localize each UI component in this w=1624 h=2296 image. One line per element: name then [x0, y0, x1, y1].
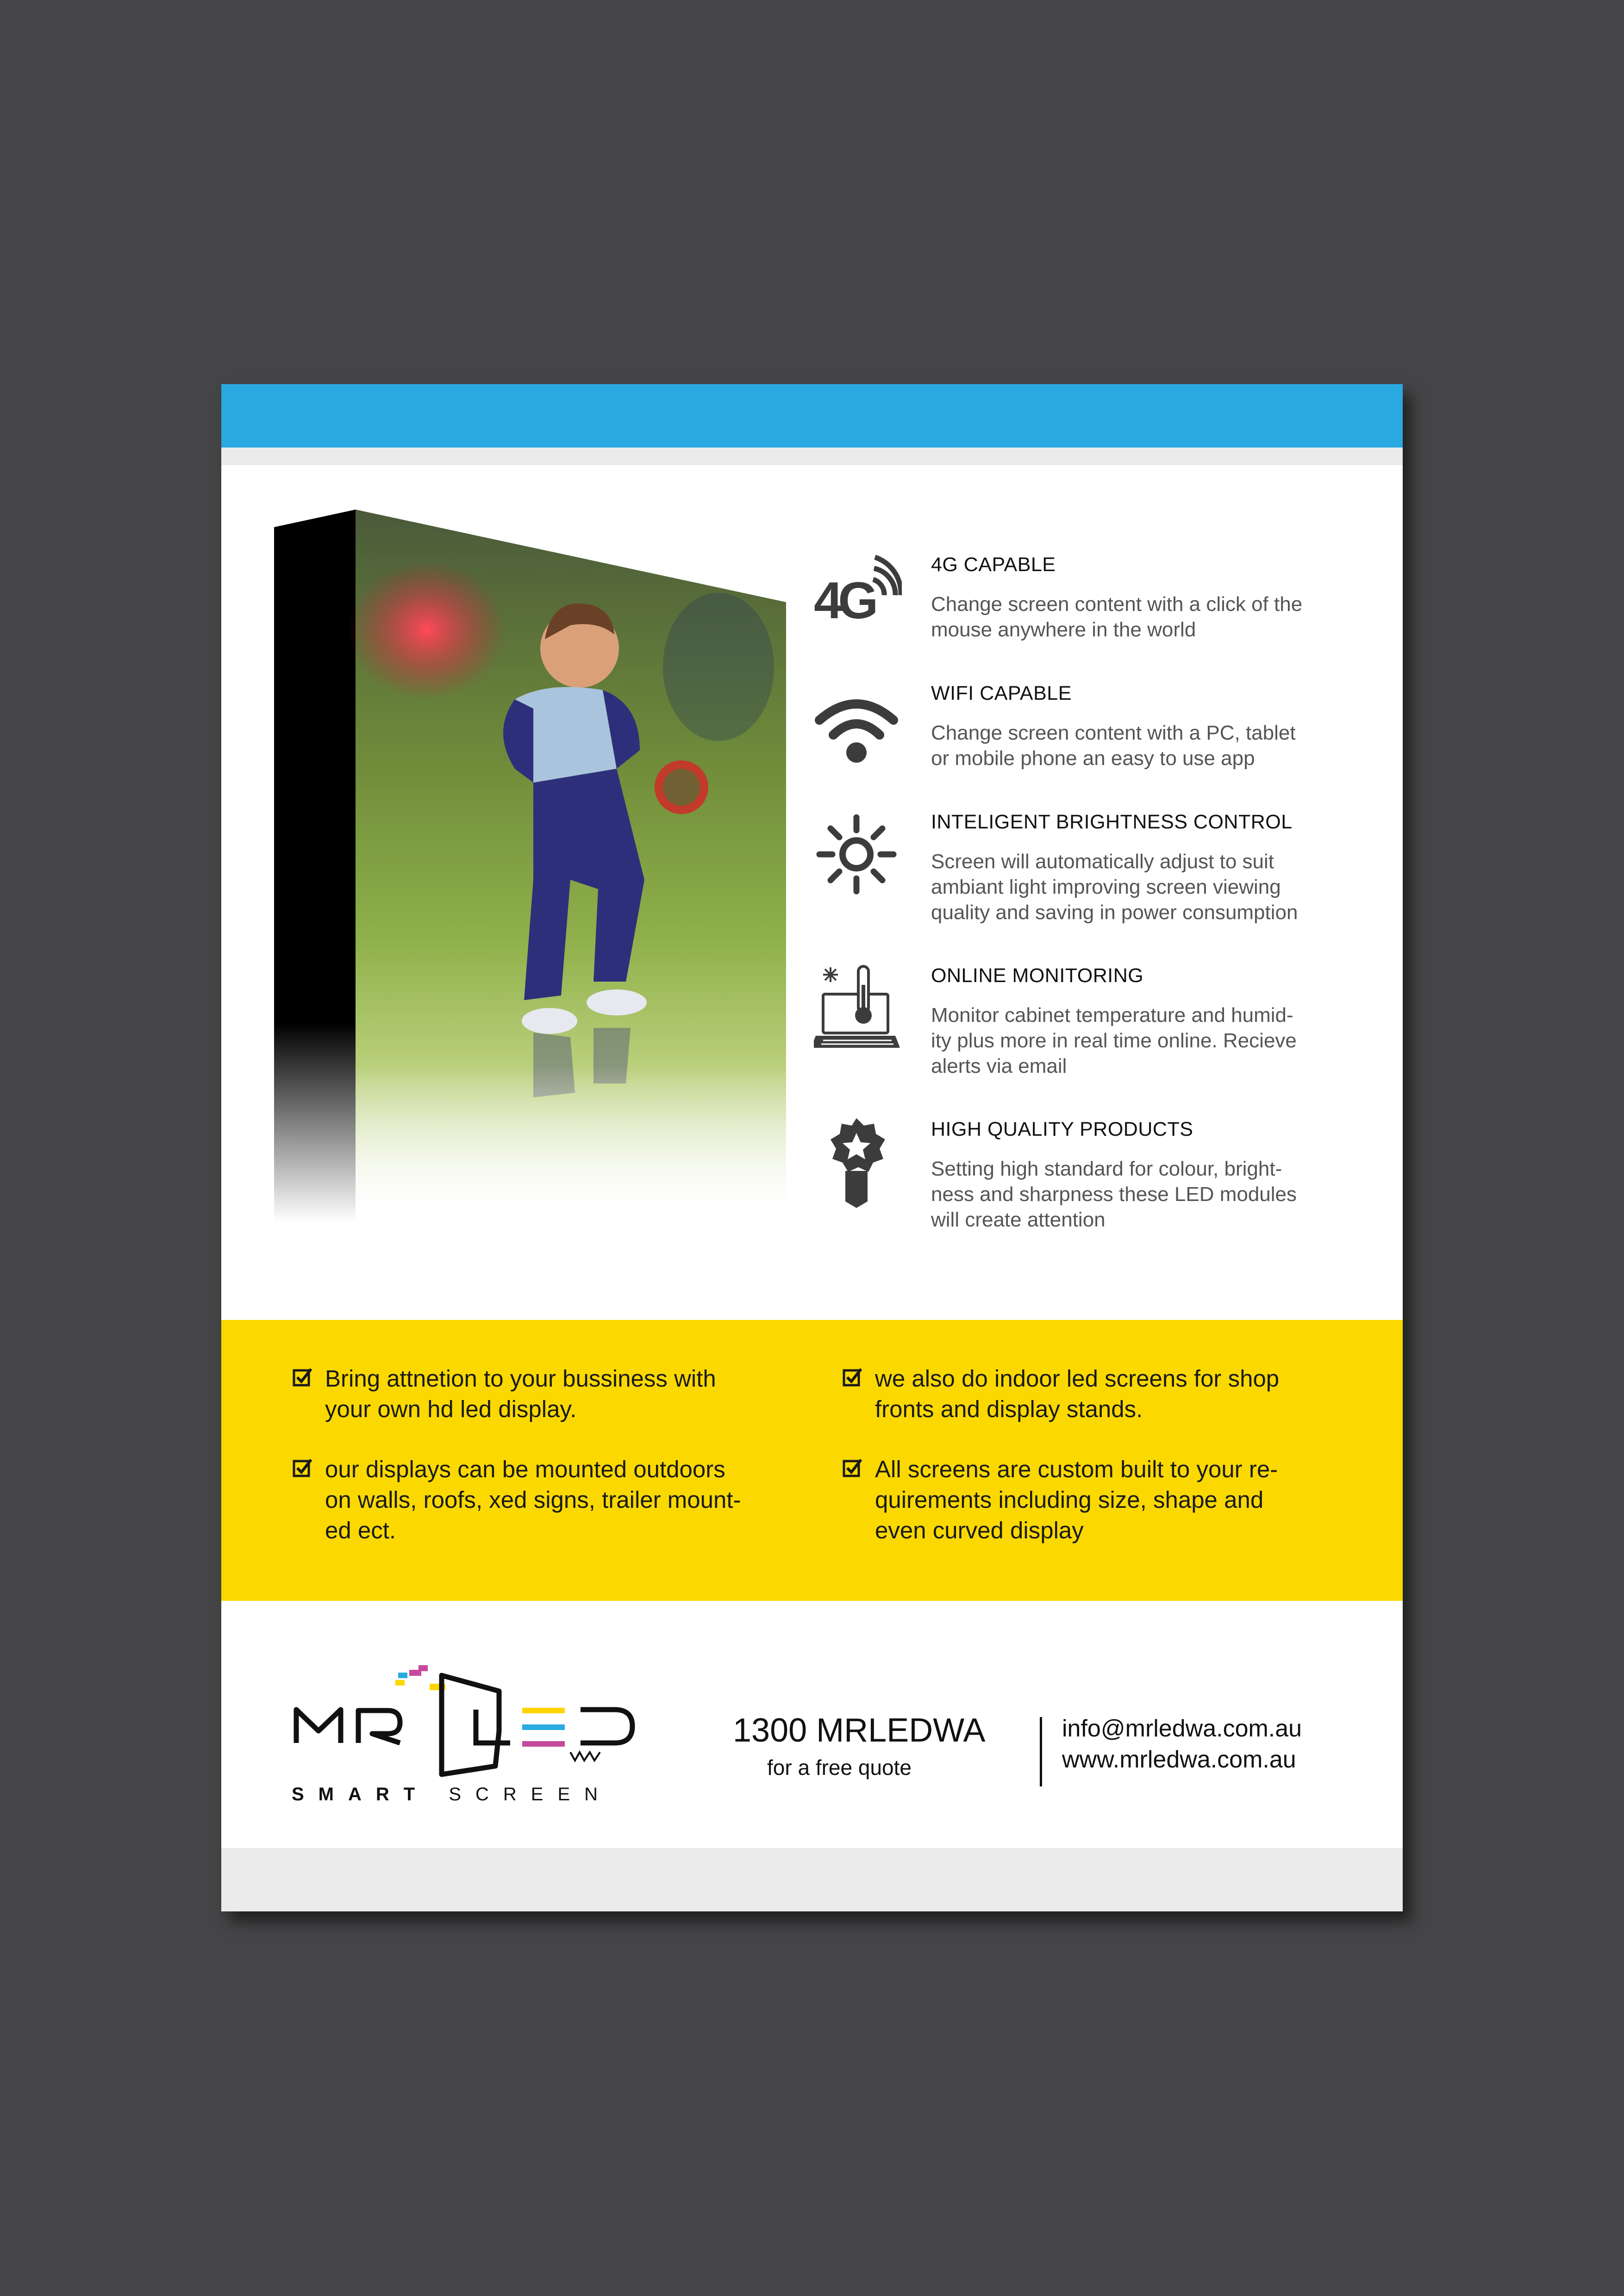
bullet-text: our displays can be mounted outdoors on walls, roofs, xed signs, trailer mount- ed ect. — [325, 1456, 741, 1543]
checkbox-icon — [843, 1367, 863, 1388]
logo-tagline: SMART SCREEN — [292, 1784, 612, 1804]
feature-4g — [814, 554, 1342, 660]
benefits-band — [221, 1320, 1403, 1601]
website-link[interactable]: www.mrledwa.com.au — [1062, 1746, 1296, 1773]
bullet-text: All screens are custom built to your re- quirements including size, shape and even curved display — [875, 1456, 1278, 1543]
wifi-icon — [814, 684, 902, 777]
feature-title: WIFI CAPABLE — [931, 682, 1072, 704]
feature-description: Setting high standard for colour, bright- ness and sharpness these LED modules will create attention — [931, 1157, 1297, 1231]
contact-divider — [1040, 1717, 1042, 1786]
checkbox-icon — [843, 1458, 863, 1478]
bullet-text: Bring attnetion to your bussiness with your own hd led display. — [325, 1365, 716, 1422]
bottom-grey-strip — [221, 1848, 1403, 1911]
laptop-thermometer-icon — [814, 962, 902, 1054]
mrled-logo — [291, 1661, 675, 1800]
bullet-text: we also do indoor led screens for shop fronts and display stands. — [875, 1365, 1280, 1422]
svg-text:4G: 4G — [814, 572, 874, 629]
quality-badge-icon — [814, 1115, 902, 1208]
4g-signal-icon — [814, 551, 902, 643]
feature-title: INTELIGENT BRIGHTNESS CONTROL — [931, 811, 1293, 833]
email-link[interactable]: info@mrledwa.com.au — [1062, 1715, 1302, 1742]
feature-title: HIGH QUALITY PRODUCTS — [931, 1118, 1193, 1140]
bullet-item — [843, 1363, 1352, 1428]
feature-title: ONLINE MONITORING — [931, 964, 1144, 987]
feature-description: Monitor cabinet temperature and humid- ity plus more in real time online. Recieve alerts via email — [931, 1004, 1297, 1077]
phone-number: 1300 MRLEDWA — [733, 1712, 986, 1749]
feature-title: 4G CAPABLE — [931, 554, 1056, 576]
feature-wifi — [814, 682, 1342, 789]
feature-quality — [814, 1118, 1342, 1252]
feature-description: Change screen content with a click of the mouse anywhere in the world — [931, 593, 1303, 641]
feature-monitoring — [814, 964, 1342, 1099]
checkbox-icon — [293, 1458, 313, 1478]
feature-description: Screen will automatically adjust to suit ambiant light improving screen viewing quality and saving in power consumption — [931, 850, 1298, 924]
feature-description: Change screen content with a PC, tablet or mobile phone an easy to use app — [931, 722, 1296, 770]
phone-note: for a free quote — [767, 1755, 912, 1780]
top-grey-strip — [221, 448, 1403, 465]
top-color-band — [221, 384, 1403, 448]
bullet-item — [843, 1454, 1352, 1551]
checkbox-icon — [293, 1367, 313, 1388]
sun-brightness-icon — [814, 808, 902, 901]
feature-brightness — [814, 811, 1342, 945]
led-cabinet-photo — [274, 510, 786, 1222]
flyer — [221, 384, 1403, 1911]
